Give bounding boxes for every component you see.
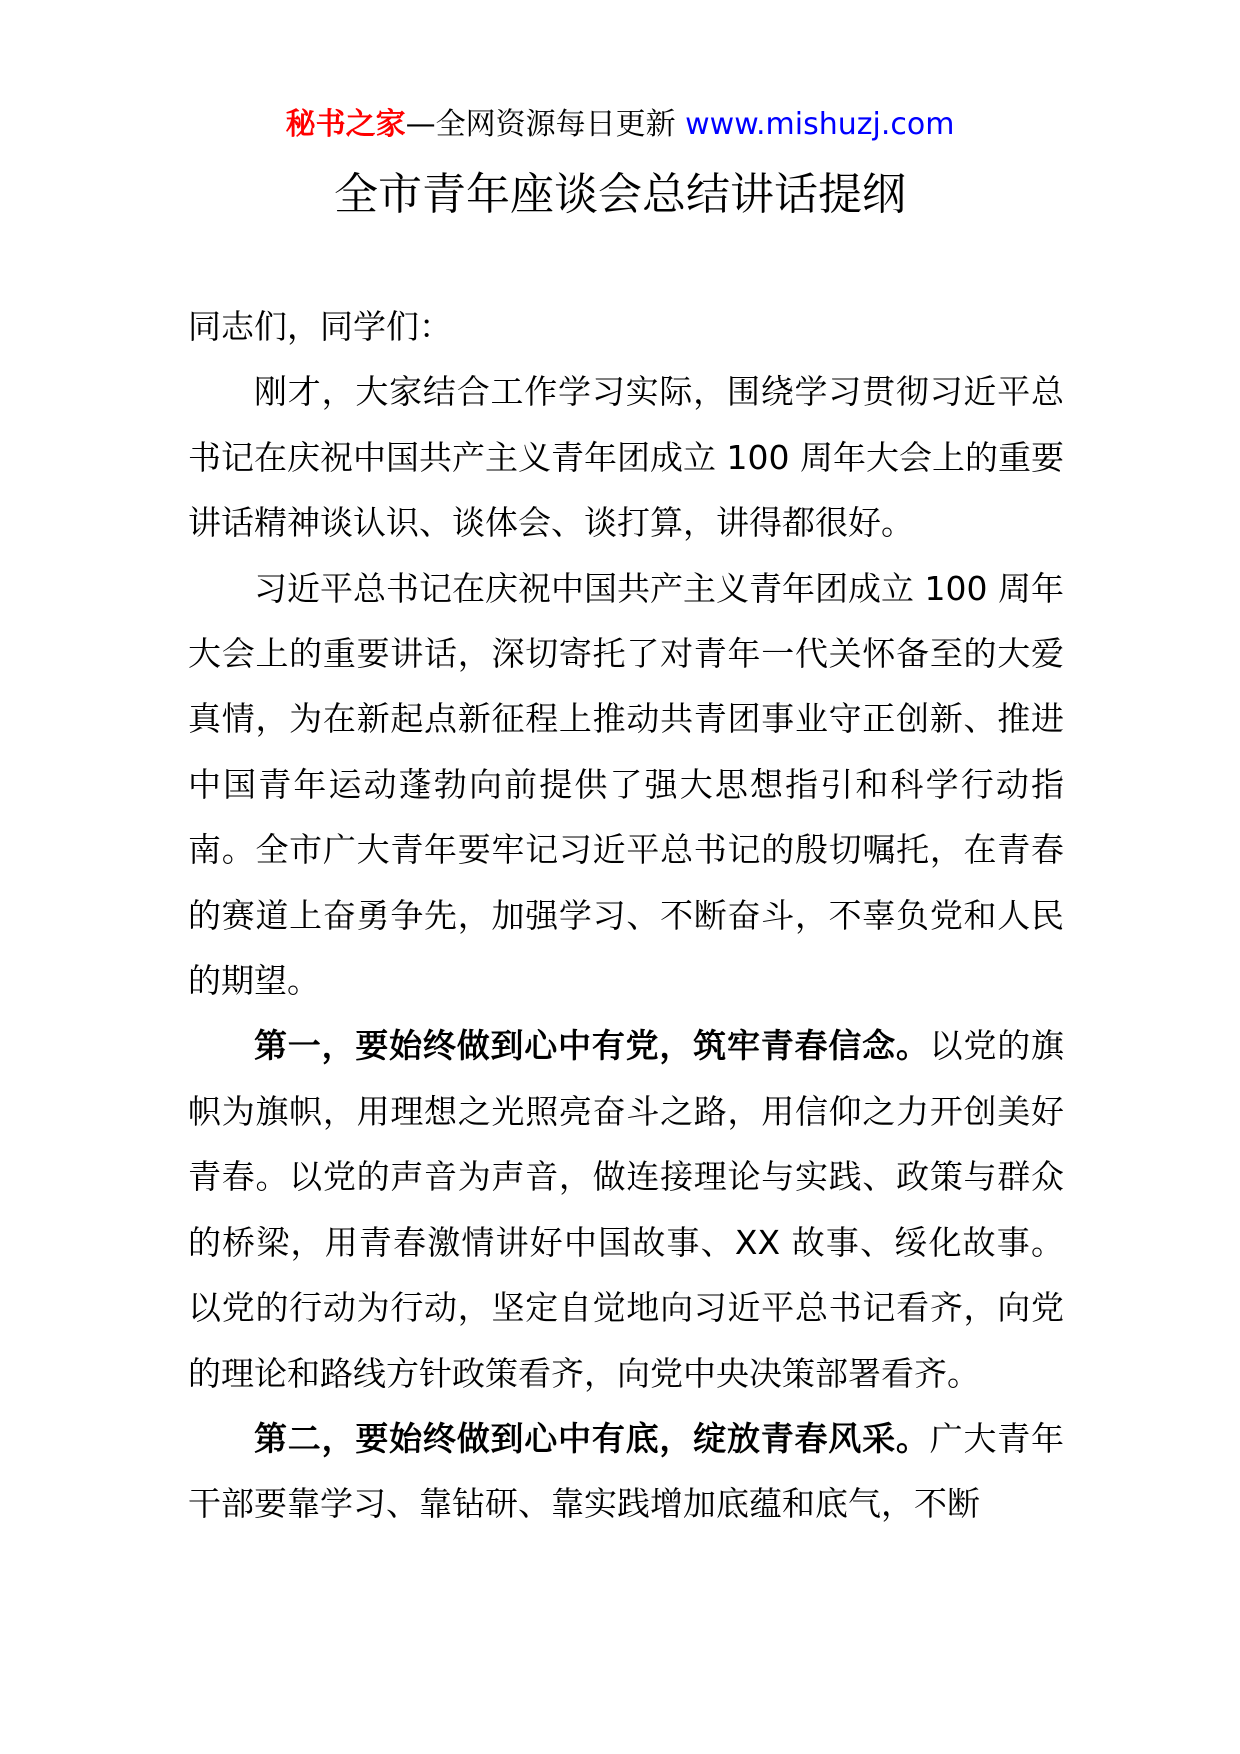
salutation: 同志们，同学们：	[188, 307, 452, 346]
paragraph	[188, 359, 1064, 555]
paragraph-lead: 第二，要始终做到心中有底，绽放青春风采。	[254, 1418, 930, 1458]
paragraph-text: 刚才，大家结合工作学习实际，围绕学习贯彻习近平总书记在庆祝中国共产主义青年团成立 100 周年大会上的重要讲话精神谈认识、谈体会、谈打算，讲得都很好。	[188, 372, 1064, 543]
site-tagline: —全网资源每日更新	[405, 107, 676, 142]
paragraph	[188, 556, 1064, 1014]
site-header	[0, 100, 1240, 150]
paragraph-text: 以党的旗帜为旗帜，用理想之光照亮奋斗之路，用信仰之力开创美好青春。以党的声音为声音，做连接理论与实践、政策与群众的桥梁，用青春激情讲好中国故事、XX 故事、绥化故事。以党的行动为行动，坚定自觉地向习近平总书记看齐，向党的理论和路线方针政策看齐，向党中央决策部署看齐。	[188, 1026, 1065, 1393]
paragraph	[188, 1406, 1064, 1537]
paragraph-text: 习近平总书记在庆祝中国共产主义青年团成立 100 周年大会上的重要讲话，深切寄托了对青年一代关怀备至的大爱真情，为在新起点新征程上推动共青团事业守正创新、推进中国青年运动蓬勃向前提供了强大思想指引和科学行动指南。全市广大青年要牢记习近平总书记的殷切嘱托，在青春的赛道上奋勇争先，加强学习、不断奋斗，不辜负党和人民的期望。	[188, 568, 1064, 1001]
paragraph	[188, 1013, 1064, 1405]
document-title: 全市青年座谈会总结讲话提纲	[334, 169, 906, 220]
paragraph-lead: 第一，要始终做到心中有党，筑牢青春信念。	[254, 1026, 930, 1066]
paragraph-text: 广大青年干部要靠学习、靠钻研、靠实践增加底蕴和底气，不断	[188, 1418, 1065, 1524]
site-brand: 秘书之家	[285, 107, 406, 142]
document-body	[188, 294, 1064, 1537]
site-url-link[interactable]: www.mishuzj.com	[685, 107, 955, 142]
